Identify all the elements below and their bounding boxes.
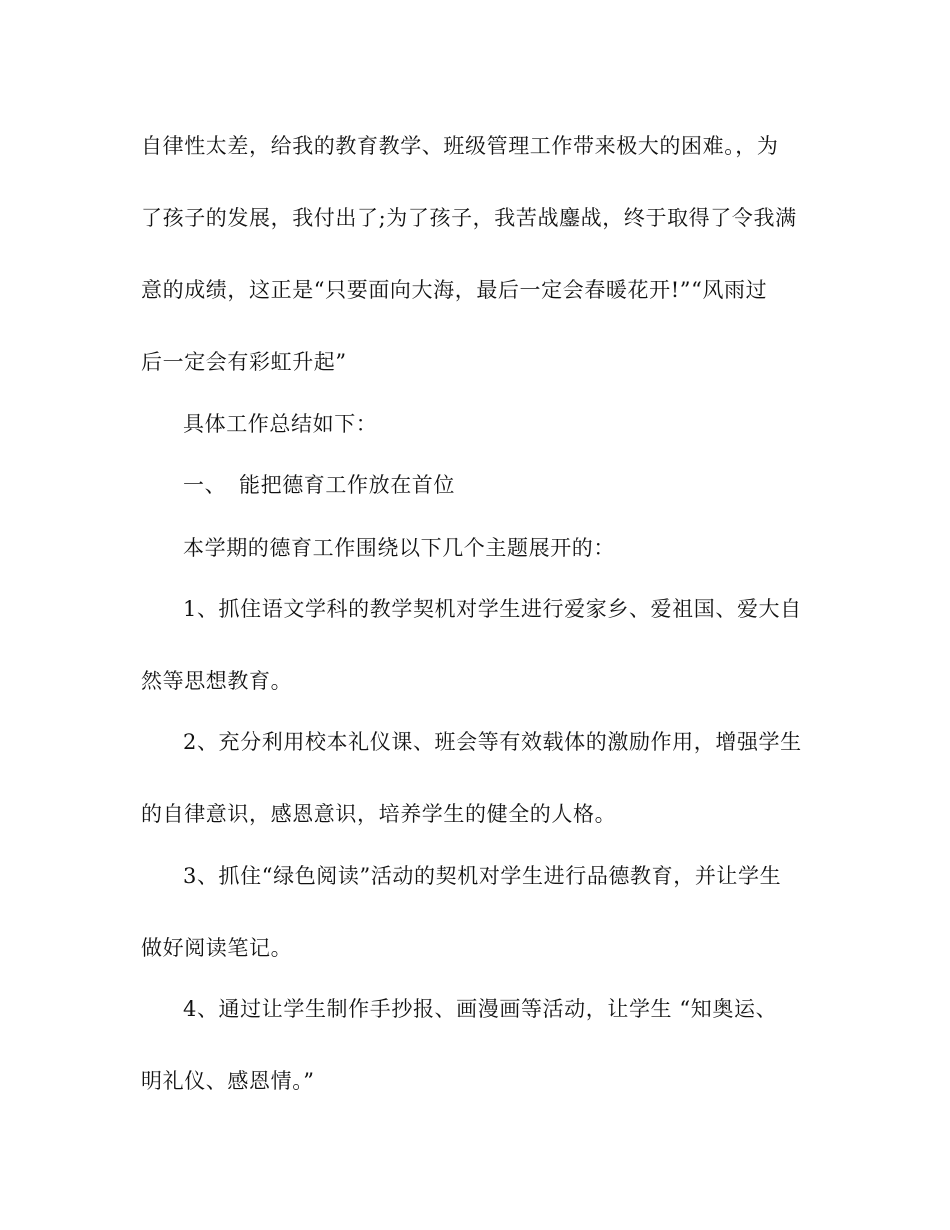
list-item-line: 做好阅读笔记。 bbox=[141, 936, 293, 960]
paragraph-line: 本学期的德育工作围绕以下几个主题展开的： bbox=[183, 536, 615, 560]
list-item-line: 1、抓住语文学科的教学契机对学生进行爱家乡、爱祖国、爱大自 bbox=[183, 597, 802, 621]
summary-intro: 具体工作总结如下： bbox=[183, 412, 378, 436]
section-title: 能把德育工作放在首位 bbox=[239, 473, 455, 497]
list-item-line: 的自律意识，感恩意识，培养学生的健全的人格。 bbox=[141, 802, 617, 826]
section-number: 一、 bbox=[183, 473, 227, 497]
paragraph-line: 自律性太差，给我的教育教学、班级管理工作带来极大的困难。，为 bbox=[141, 134, 779, 158]
list-item-line: 2、充分利用校本礼仪课、班会等有效载体的激励作用，增强学生 bbox=[183, 730, 802, 754]
list-item-line: 明礼仪、感恩情。” bbox=[141, 1069, 315, 1093]
list-item-line: 然等思想教育。 bbox=[141, 669, 293, 693]
section-heading bbox=[183, 470, 851, 500]
paragraph-line: 了孩子的发展，我付出了;为了孩子，我苦战鏖战，终于取得了令我满 bbox=[141, 206, 797, 230]
list-item-line: 4、通过让学生制作手抄报、画漫画等活动，让学生 “知奥运、 bbox=[183, 997, 778, 1021]
paragraph-line: 意的成绩，这正是“只要面向大海，最后一定会春暖花开!”“风雨过 bbox=[141, 278, 768, 302]
list-item-line: 3、抓住“绿色阅读”活动的契机对学生进行品德教育，并让学生 bbox=[183, 864, 782, 888]
paragraph-line: 后一定会有彩虹升起” bbox=[141, 350, 347, 374]
